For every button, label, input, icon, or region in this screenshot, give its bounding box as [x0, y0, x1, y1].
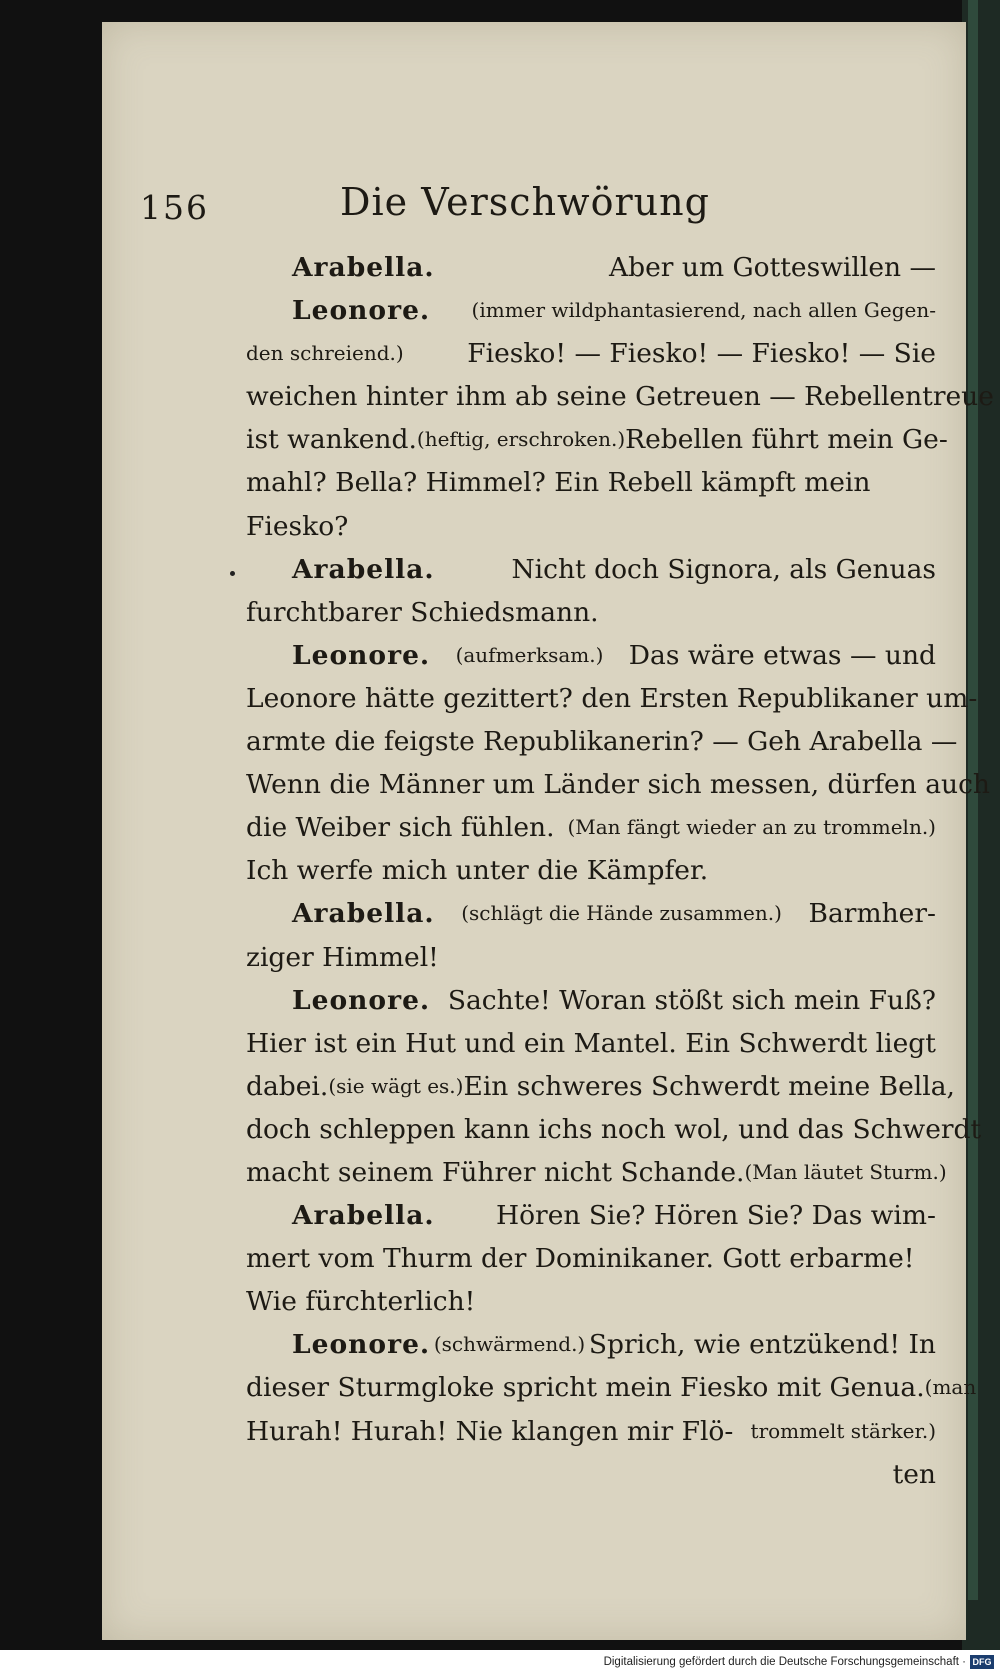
line-text: Hören Sie? Hören Sie? Das wim- — [495, 1200, 936, 1232]
text-line — [246, 1237, 936, 1280]
line-text: dabei. — [246, 1070, 329, 1102]
line-text: mahl? Bella? Himmel? Ein Rebell kämpft mein — [246, 467, 871, 499]
text-line — [246, 591, 936, 634]
ink-speck — [230, 571, 235, 576]
text-line — [246, 1065, 955, 1108]
speaker-name: Leonore. — [292, 295, 431, 327]
text-line — [246, 332, 936, 375]
text-line — [246, 936, 936, 979]
text-line — [246, 1022, 936, 1065]
funding-credit: Digitalisierung gefördert durch die Deutsche Forschungsgemeinschaft · — [603, 1656, 966, 1668]
text-line — [246, 505, 936, 548]
stage-direction: (schlägt die Hände zusammen.) — [461, 901, 782, 926]
text-line — [246, 1410, 936, 1453]
footer-bar — [0, 1650, 1000, 1679]
text-line — [246, 763, 990, 806]
line-text: Das wäre etwas — und — [628, 639, 936, 671]
line-text: Ich werfe mich unter die Kämpfer. — [246, 855, 709, 887]
line-text: ist wankend. — [246, 424, 417, 456]
line-text: Leonore hätte gezittert? den Ersten Republikaner um- — [246, 682, 978, 714]
dfg-logo: DFG — [970, 1655, 994, 1669]
text-line — [246, 892, 936, 935]
stage-direction: trommelt stärker.) — [750, 1418, 936, 1443]
stage-direction: (man — [924, 1375, 977, 1400]
text-line — [246, 979, 936, 1022]
line-text: Fiesko? — [246, 510, 349, 542]
line-text: doch schleppen kann ichs noch wol, und das Schwerdt — [246, 1113, 982, 1145]
speaker-name: Leonore. — [292, 639, 431, 671]
text-line — [246, 806, 936, 849]
scan-edge — [962, 0, 1000, 1679]
speaker-name: Arabella. — [292, 252, 435, 283]
line-text: Sprich, wie entzükend! In — [588, 1329, 936, 1361]
line-text: ten — [892, 1458, 936, 1490]
line-text: Rebellen führt mein Ge- — [625, 424, 948, 456]
text-line — [246, 720, 958, 763]
line-text: Wenn die Männer um Länder sich messen, dürfen auch — [246, 769, 990, 801]
line-text: Fiesko! — Fiesko! — Fiesko! — Sie — [467, 338, 936, 370]
line-text: ziger Himmel! — [246, 941, 439, 973]
line-text: Hier ist ein Hut und ein Mantel. Ein Schwerdt liegt — [246, 1027, 936, 1059]
text-line — [246, 461, 936, 504]
stage-direction: (sie wägt es.) — [328, 1073, 464, 1098]
speaker-name: Arabella. — [292, 898, 435, 930]
line-text: Barmher- — [808, 898, 936, 930]
speaker-name: Arabella. — [292, 553, 435, 585]
text-line — [246, 1108, 982, 1151]
text-line — [246, 1323, 936, 1366]
line-text: mert vom Thurm der Dominikaner. Gott erbarme! — [246, 1243, 915, 1275]
line-text: weichen hinter ihm ab seine Getreuen — Rebellentreue — [246, 381, 994, 413]
line-text: armte die feigste Republikanerin? — Geh Arabella — — [246, 726, 958, 758]
line-text: die Weiber sich fühlen. — [246, 812, 555, 844]
line-text: Hurah! Hurah! Nie klangen mir Flö- — [246, 1415, 734, 1447]
stage-direction: (immer wildphantasierend, nach allen Gegen- — [471, 298, 936, 323]
stage-direction: (Man fängt wieder an zu trommeln.) — [567, 815, 936, 840]
speaker-name: Arabella. — [292, 1200, 435, 1232]
text-line — [246, 1366, 977, 1409]
line-text: Ein schweres Schwerdt meine Bella, — [463, 1070, 955, 1102]
stage-direction: (heftig, erschroken.) — [416, 427, 626, 452]
text-line — [246, 375, 994, 418]
line-text: Sachte! Woran stößt sich mein Fuß? — [447, 984, 936, 1016]
line-text: macht seinem Führer nicht Schande. — [246, 1156, 745, 1188]
text-line — [246, 1453, 936, 1496]
body-text — [246, 246, 994, 1496]
text-line — [246, 548, 936, 591]
text-line — [246, 1151, 947, 1194]
page-header — [140, 180, 760, 240]
stage-direction: (schwärmend.) — [433, 1332, 586, 1357]
text-line — [246, 849, 936, 892]
text-line — [246, 1280, 936, 1323]
speaker-name: Leonore. — [292, 1329, 431, 1361]
line-text: furchtbarer Schiedsmann. — [246, 596, 599, 628]
text-line — [246, 246, 936, 289]
text-line — [246, 1194, 936, 1237]
line-text: Aber um Gotteswillen — — [609, 252, 936, 283]
line-text: Wie fürchterlich! — [246, 1286, 476, 1318]
text-line — [246, 418, 948, 461]
line-text: Nicht doch Signora, als Genuas — [511, 553, 936, 585]
stage-direction: (aufmerksam.) — [455, 642, 604, 667]
page-number: 156 — [140, 188, 209, 227]
running-title: Die Verschwörung — [340, 180, 710, 224]
speaker-name: Leonore. — [292, 984, 431, 1016]
text-line — [246, 677, 978, 720]
stage-direction: den schreiend.) — [246, 341, 404, 366]
text-line — [246, 289, 936, 332]
text-line — [246, 634, 936, 677]
stage-direction: (Man läutet Sturm.) — [744, 1159, 947, 1184]
line-text: dieser Sturmgloke spricht mein Fiesko mit Genua. — [246, 1372, 925, 1404]
